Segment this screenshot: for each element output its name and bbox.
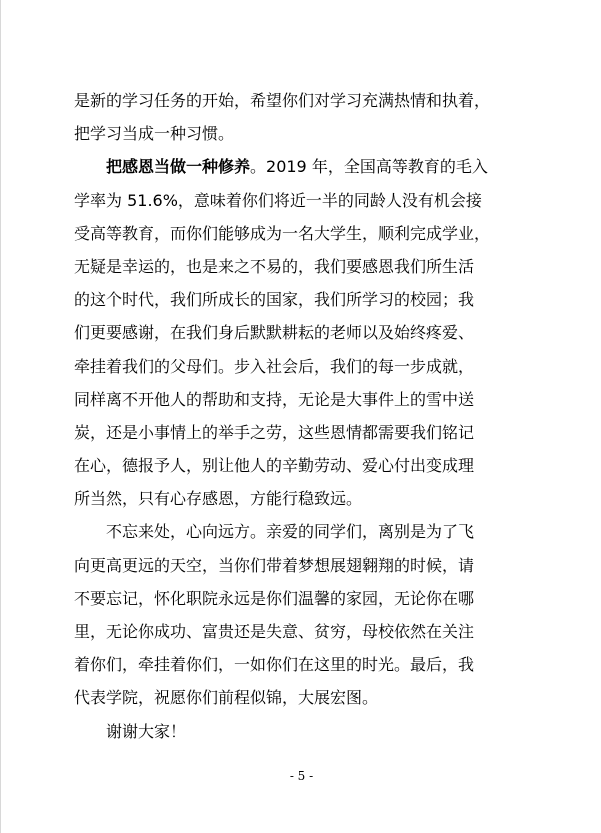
text-line: 同样离不开他人的帮助和支持，无论是大事件上的雪中送	[74, 389, 475, 409]
text-line: 牵挂着我们的父母们。步入社会后，我们的每一步成就，	[74, 356, 475, 376]
page-number: - 5 -	[289, 769, 314, 783]
document-body	[74, 84, 532, 748]
text-line: 里，无论你成功、富贵还是失意、贫穷，母校依然在关注	[74, 622, 475, 641]
closing-line: 谢谢大家！	[106, 721, 187, 741]
text-line: 学率为 51.6%，意味着你们将近一半的同龄人没有机会接	[74, 190, 482, 210]
text-line: 。2019 年，全国高等教育的毛入	[250, 157, 488, 177]
text-line: 着你们，牵挂着你们，一如你们在这里的时光。最后，我	[74, 655, 475, 675]
text-line: 代表学院，祝愿你们前程似锦，大展宏图。	[74, 688, 379, 708]
paragraph-gratitude-first-line	[74, 150, 532, 183]
text-line: 无疑是幸运的，也是来之不易的，我们要感恩我们所生活	[74, 256, 475, 276]
text-line: 把学习当成一种习惯。	[74, 124, 235, 144]
text-line: 不忘来处，心向远方。亲爱的同学们，离别是为了飞	[106, 522, 475, 542]
text-line: 炭，还是小事情上的举手之劳，这些恩情都需要我们铭记	[74, 422, 475, 442]
text-line: 的这个时代，我们所成长的国家，我们所学习的校园；我	[74, 290, 475, 310]
text-line: 是新的学习任务的开始，希望你们对学习充满热情和执着，	[74, 91, 491, 110]
text-line: 受高等教育，而你们能够成为一名大学生，顺利完成学业，	[74, 223, 491, 243]
bold-heading: 把感恩当做一种修养	[106, 157, 251, 177]
text-line: 在心，德报予人，别让他人的辛勤劳动、爱心付出变成理	[74, 456, 475, 476]
text-line: 不要忘记，怀化职院永远是你们温馨的家园，无论你在哪	[74, 588, 475, 608]
text-line: 们更要感谢，在我们身后默默耕耘的老师以及始终疼爱、	[74, 323, 475, 343]
text-line: 所当然，只有心存感恩，方能行稳致远。	[74, 489, 363, 509]
text-line: 向更高更远的天空，当你们带着梦想展翅翱翔的时候，请	[74, 555, 475, 575]
